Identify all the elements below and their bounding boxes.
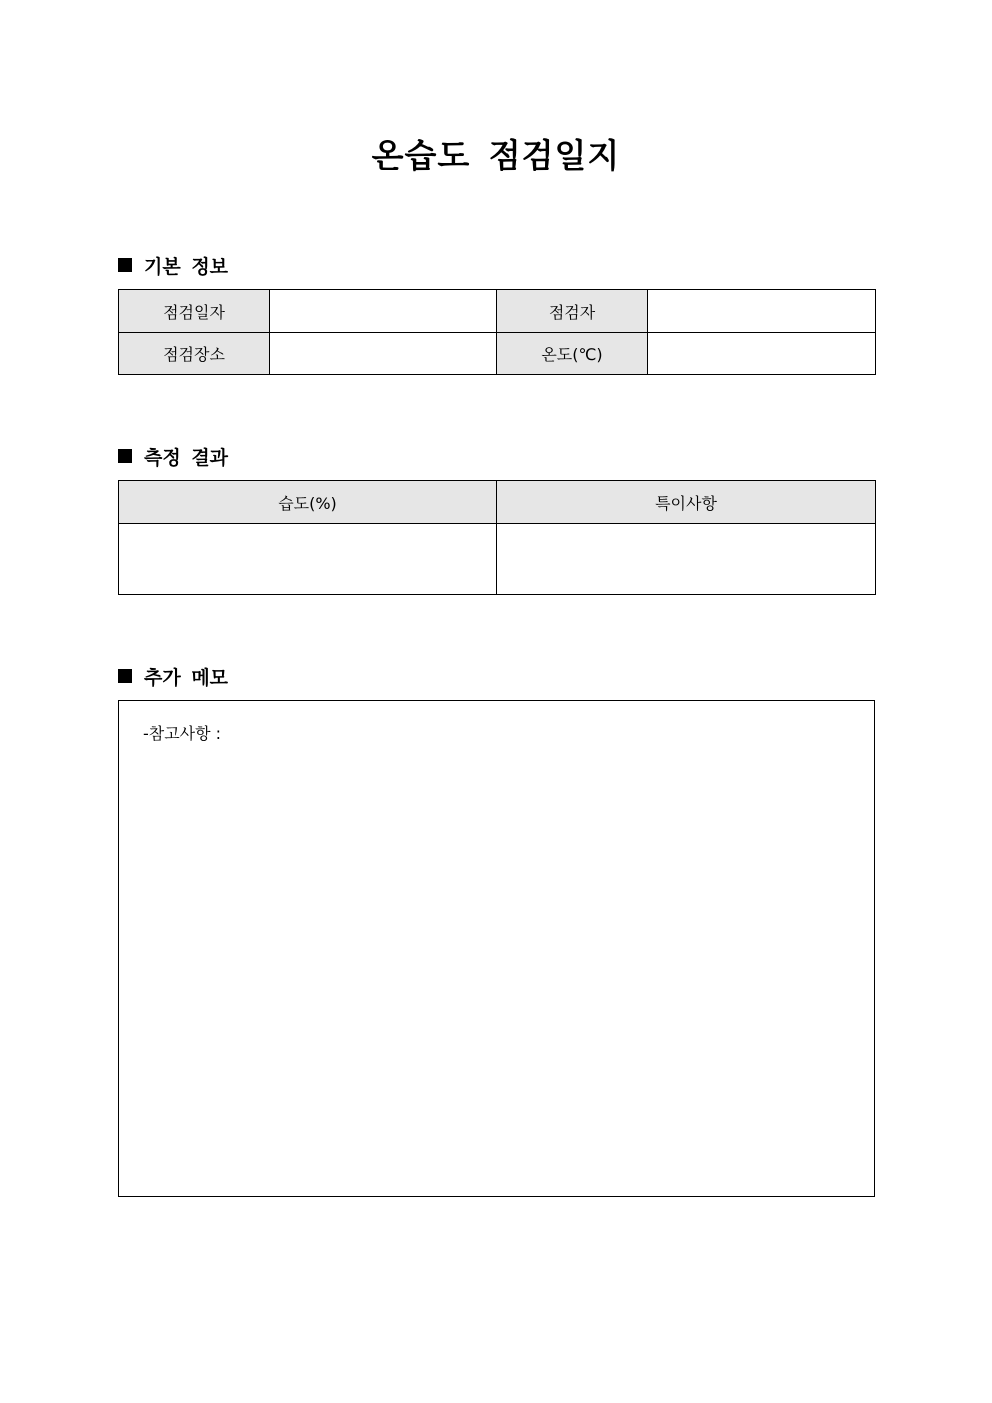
humidity-field[interactable] [119,524,497,595]
memo-box[interactable] [118,700,875,1197]
table-row [119,524,876,595]
inspection-location-field[interactable] [270,333,497,375]
results-table [118,480,876,595]
table-row [119,333,876,375]
section-heading-results [118,442,228,470]
temperature-field[interactable] [648,333,876,375]
section-heading-label: 측정 결과 [144,446,229,469]
basic-info-table [118,289,876,375]
remarks-field[interactable] [497,524,876,595]
square-bullet-icon [118,258,132,272]
table-row [119,290,876,333]
section-heading-memo [118,662,228,690]
inspection-location-label: 점검장소 [119,333,270,375]
memo-text: -참고사항 : [143,724,222,743]
square-bullet-icon [118,669,132,683]
remarks-header: 특이사항 [497,481,876,524]
humidity-header: 습도(%) [119,481,497,524]
inspection-date-field[interactable] [270,290,497,333]
square-bullet-icon [118,449,132,463]
temperature-label: 온도(℃) [497,333,648,375]
inspector-label: 점검자 [497,290,648,333]
section-heading-basic-info [118,251,228,279]
table-row [119,481,876,524]
inspection-date-label: 점검일자 [119,290,270,333]
page-title: 온습도 점검일지 [371,136,621,175]
section-heading-label: 추가 메모 [144,666,229,689]
section-heading-label: 기본 정보 [144,255,229,278]
inspector-field[interactable] [648,290,876,333]
